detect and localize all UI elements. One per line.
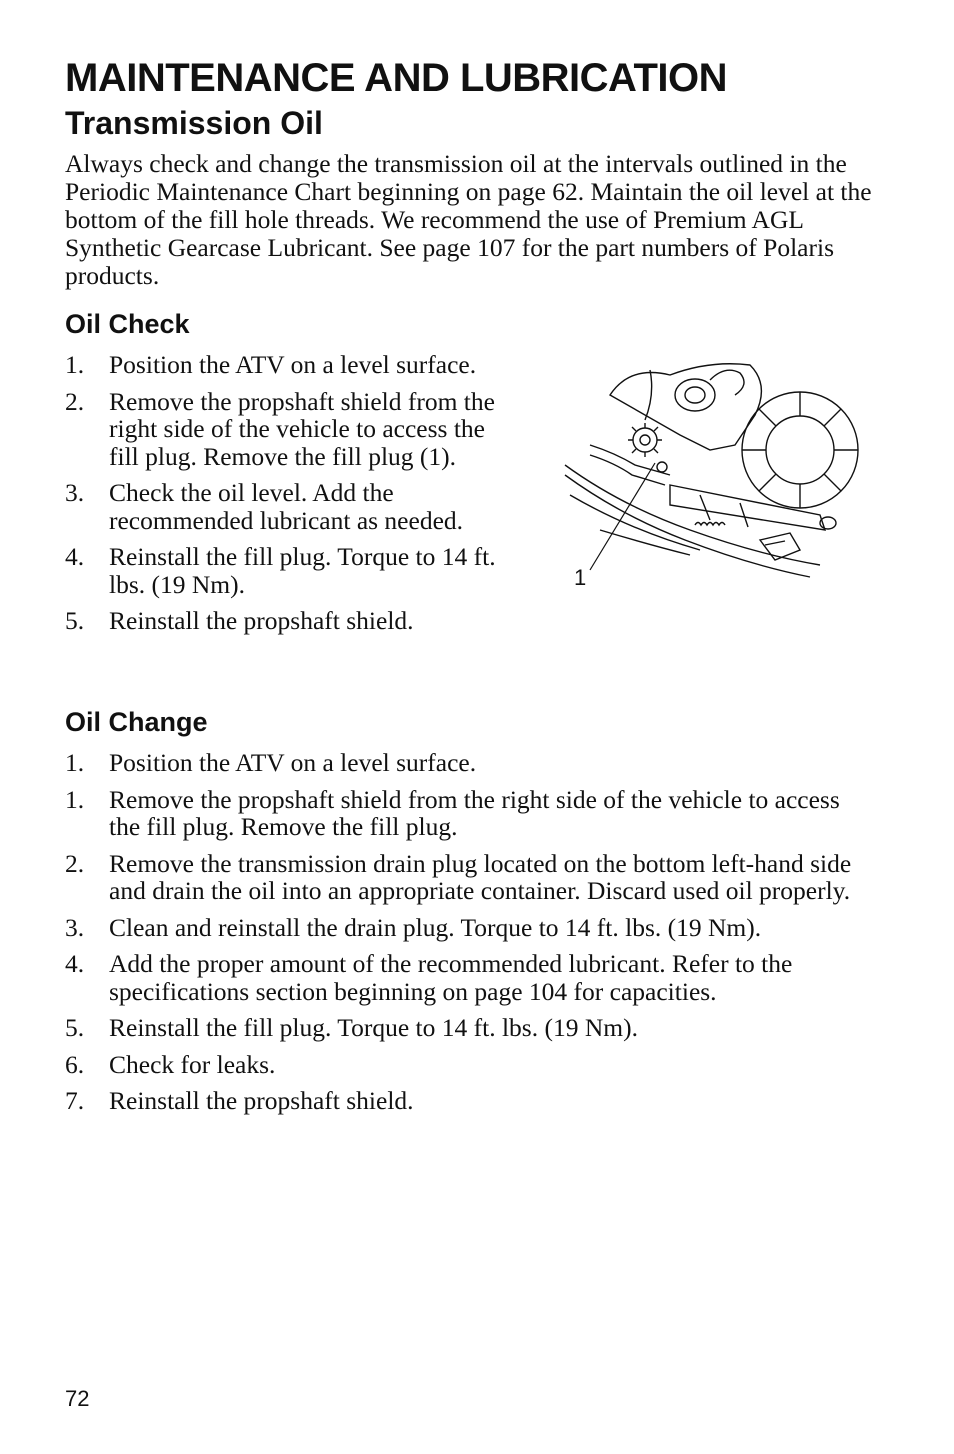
page-number: 72 [65, 1386, 90, 1411]
step-text: Remove the propshaft shield from the right side of the vehicle to access the fill plug. Remove the fill plug. [109, 784, 840, 841]
step-text: Reinstall the propshaft shield. [109, 606, 414, 635]
step-number: 3. [65, 478, 85, 507]
list-item [65, 914, 875, 942]
list-item [65, 607, 505, 635]
list-item [65, 388, 505, 471]
oil-change-steps [65, 749, 875, 1124]
step-text: Clean and reinstall the drain plug. Torque to 14 ft. lbs. (19 Nm). [109, 912, 762, 942]
section-title: Transmission Oil [65, 105, 323, 141]
step-text: Add the proper amount of the recommended lubricant. Refer to the specifications section beginning on page 104 for capacities. [109, 949, 793, 1006]
intro-paragraph: Always check and change the transmission oil at the intervals outlined in the Periodic Maintenance Chart beginning on page 62. Maintain the oil level at the bottom of the fill hole threads. We recommend the use of Premium AGL Synthetic Gearcase Lubricant. See page 107 for the part numbers of Polaris products. [65, 149, 872, 290]
step-number: 3. [65, 912, 85, 942]
list-item [65, 950, 875, 1005]
step-number: 5. [65, 606, 85, 635]
step-number: 1. [65, 350, 85, 379]
oil-check-steps [65, 351, 505, 644]
step-number: 4. [65, 949, 85, 978]
step-number: 4. [65, 542, 85, 571]
step-text: Position the ATV on a level surface. [109, 350, 477, 379]
list-item [65, 749, 875, 777]
step-number: 7. [65, 1086, 85, 1115]
callout-label: 1 [574, 565, 587, 590]
list-item [65, 351, 505, 379]
page-title: MAINTENANCE AND LUBRICATION [65, 56, 728, 100]
step-text: Remove the propshaft shield from the right side of the vehicle to access the fill plug. Remove the fill plug (1). [109, 386, 495, 471]
step-number: 1. [65, 784, 85, 814]
step-number: 5. [65, 1013, 85, 1042]
step-text: Check for leaks. [109, 1049, 276, 1079]
list-item [65, 1014, 875, 1042]
oil-change-heading: Oil Change [65, 707, 208, 737]
step-number: 6. [65, 1049, 85, 1079]
step-text: Position the ATV on a level surface. [109, 748, 477, 777]
transmission-fill-plug-illustration [560, 355, 860, 595]
step-text: Remove the transmission drain plug located on the bottom left-hand side and drain the oil into an appropriate container. Discard used oil properly. [109, 848, 852, 905]
step-text: Reinstall the propshaft shield. [109, 1086, 414, 1115]
step-text: Check the oil level. Add the recommended lubricant as needed. [109, 478, 464, 535]
list-item [65, 850, 875, 905]
step-text: Reinstall the fill plug. Torque to 14 ft. lbs. (19 Nm). [109, 542, 496, 599]
step-text: Reinstall the fill plug. Torque to 14 ft. lbs. (19 Nm). [109, 1013, 638, 1042]
list-item [65, 1051, 875, 1079]
step-number: 1. [65, 748, 85, 777]
list-item [65, 479, 505, 534]
oil-check-heading: Oil Check [65, 309, 190, 339]
list-item [65, 786, 875, 841]
list-item [65, 1087, 875, 1115]
list-item [65, 543, 505, 598]
step-number: 2. [65, 386, 85, 416]
step-number: 2. [65, 848, 85, 878]
